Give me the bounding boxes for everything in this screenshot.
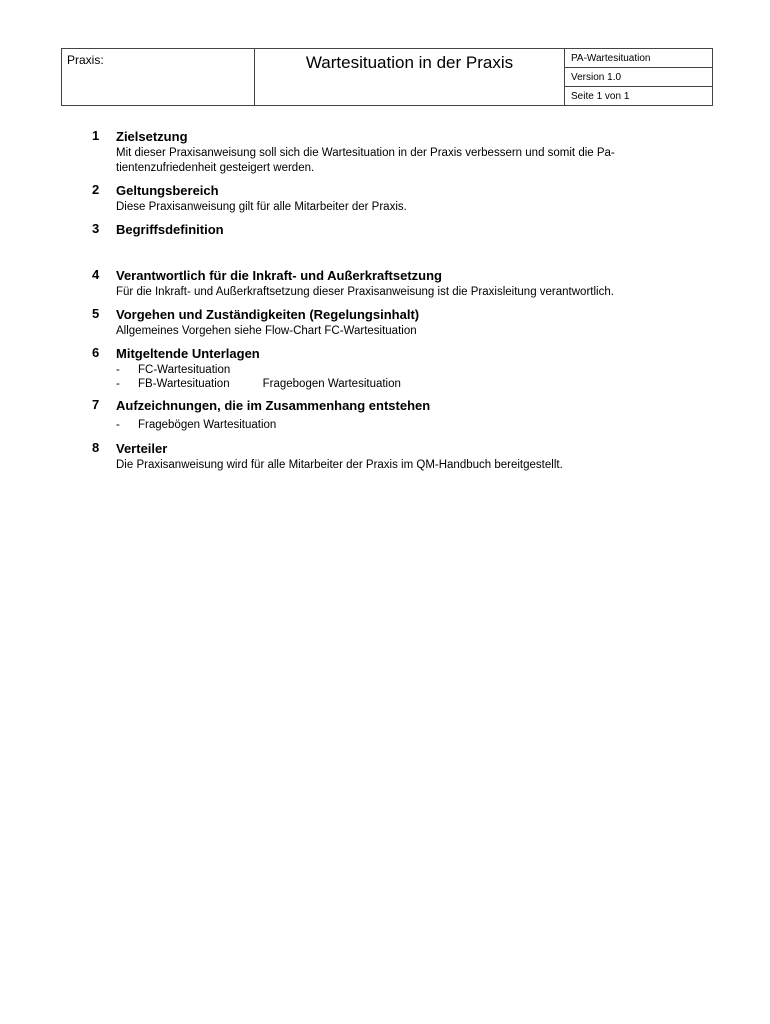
section-body-line: Mit dieser Praxisanweisung soll sich die Wartesituation in der Praxis verbessern und somit die Pa- (116, 147, 615, 159)
bullet-dash: - (116, 419, 120, 431)
section-number: 2 (92, 182, 100, 197)
section-title: Geltungsbereich (116, 183, 219, 198)
section-body-line: tientenzufriedenheit gesteigert werden. (116, 162, 315, 174)
section-6 (0, 345, 770, 391)
section-number: 3 (92, 221, 100, 236)
section-number: 5 (92, 306, 100, 321)
section-8 (0, 440, 770, 473)
section-2 (0, 182, 770, 215)
section-number: 6 (92, 345, 100, 360)
section-number: 1 (92, 128, 100, 143)
document-body (0, 128, 770, 473)
list-item-text: FC-Wartesituation (138, 364, 231, 376)
header-version: Version 1.0 (565, 67, 712, 86)
section-title: Verantwortlich für die Inkraft- und Außerkraftsetzung (116, 268, 442, 283)
section-body: Diese Praxisanweisung gilt für alle Mitarbeiter der Praxis. (116, 201, 407, 213)
list-item (116, 363, 770, 377)
header-page: Seite 1 von 1 (565, 86, 712, 105)
section-title: Mitgeltende Unterlagen (116, 346, 260, 361)
bullet-dash: - (116, 378, 120, 390)
list-item (116, 418, 770, 432)
list-item-text: Fragebögen Wartesituation (138, 419, 277, 431)
header-title: Wartesituation in der Praxis (255, 49, 565, 105)
section-number: 4 (92, 267, 100, 282)
bullet-dash: - (116, 364, 120, 376)
section-number: 8 (92, 440, 100, 455)
section-title: Begriffsdefinition (116, 222, 224, 237)
header-meta (565, 49, 712, 105)
section-3 (0, 221, 770, 239)
section-4 (0, 267, 770, 300)
header-doc-id: PA-Wartesituation (571, 52, 651, 64)
section-7 (0, 397, 770, 432)
section-title: Aufzeichnungen, die im Zusammenhang entstehen (116, 398, 431, 413)
section-5 (0, 306, 770, 339)
section-title: Verteiler (116, 441, 168, 456)
section-1 (0, 128, 770, 176)
document-header (61, 48, 713, 106)
section-body: Allgemeines Vorgehen siehe Flow-Chart FC-Wartesituation (116, 325, 417, 337)
section-body: Für die Inkraft- und Außerkraftsetzung dieser Praxisanweisung ist die Praxisleitung verantwortlich. (116, 286, 614, 298)
list-item (116, 377, 770, 391)
list-item-description: Fragebogen Wartesituation (262, 378, 401, 390)
section-title: Zielsetzung (116, 129, 188, 144)
section-body: Die Praxisanweisung wird für alle Mitarbeiter der Praxis im QM-Handbuch bereitgestellt. (116, 459, 563, 471)
header-practice-cell: Praxis: (62, 49, 255, 105)
list-item-text: FB-Wartesituation (138, 378, 230, 390)
section-number: 7 (92, 397, 100, 412)
section-title: Vorgehen und Zuständigkeiten (Regelungsinhalt) (116, 307, 420, 322)
